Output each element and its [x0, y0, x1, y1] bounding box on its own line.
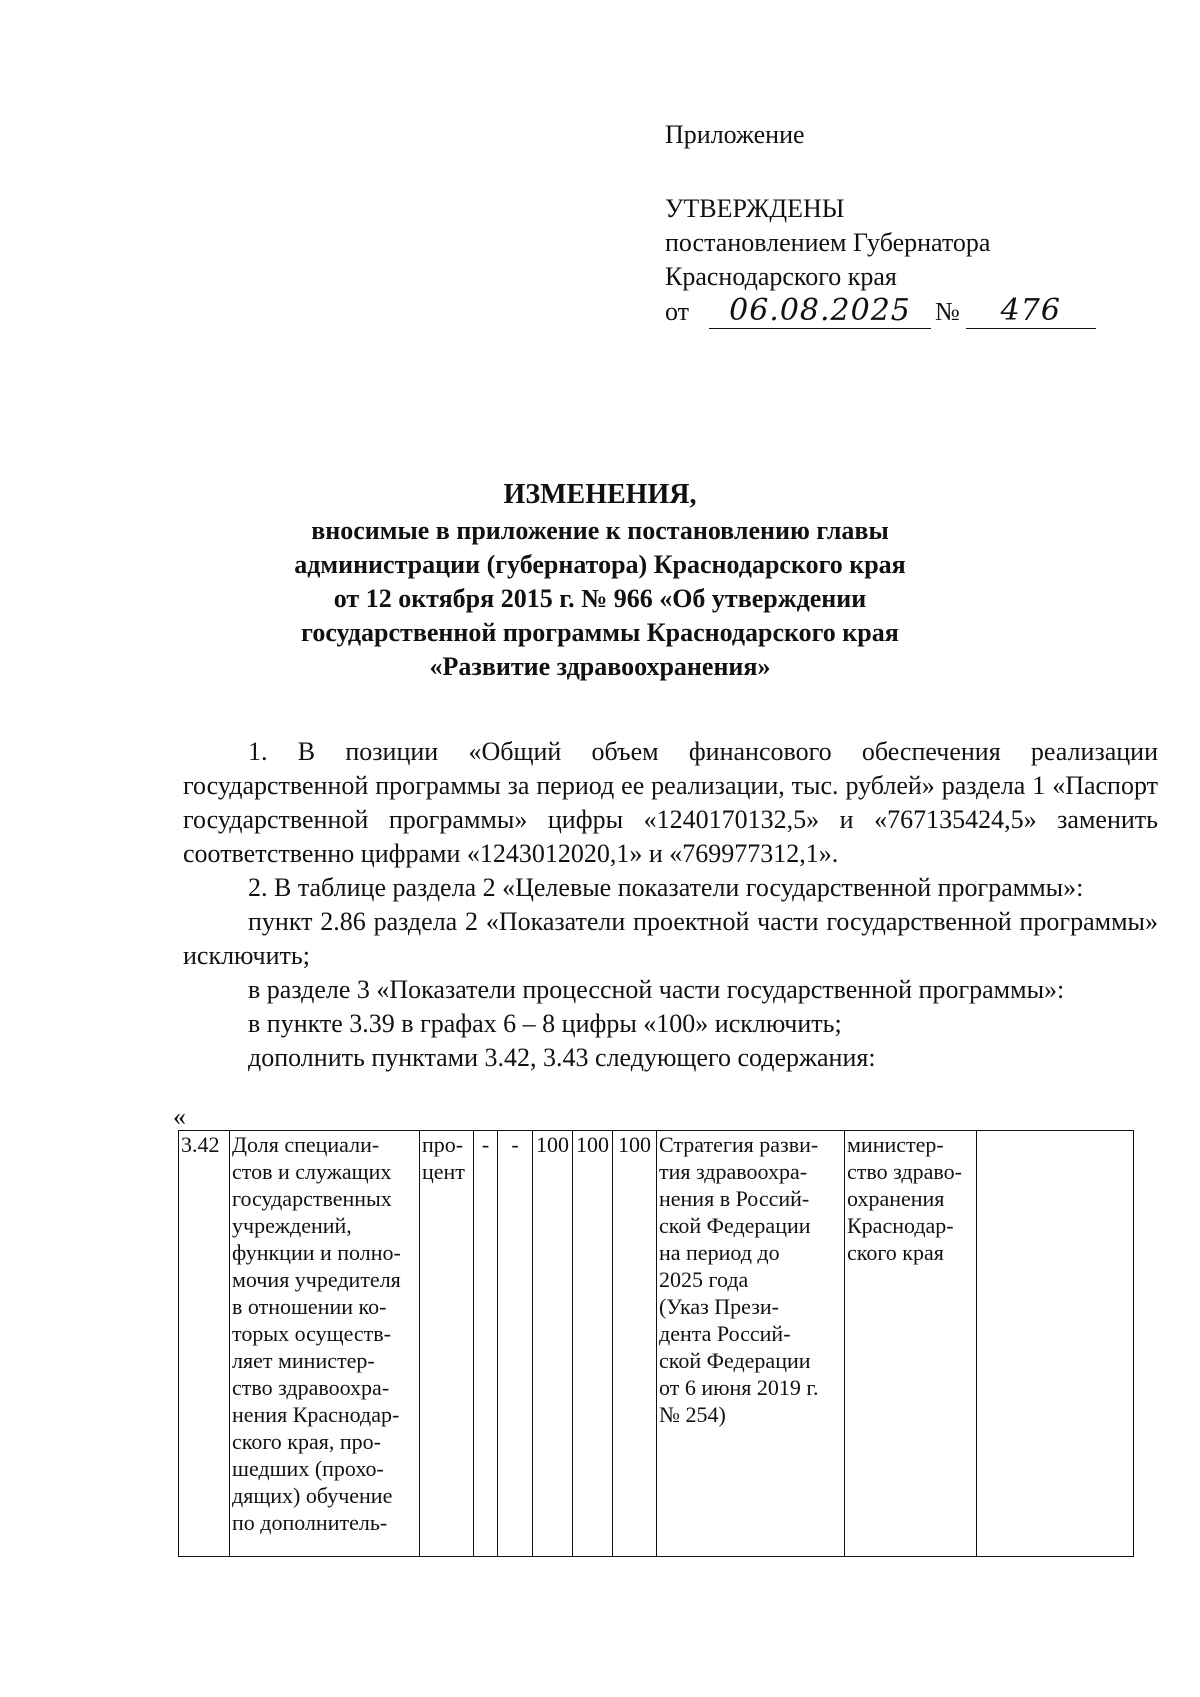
cell-extra	[977, 1131, 1134, 1557]
indicators-table	[178, 1130, 1134, 1557]
approval-block	[665, 118, 1096, 334]
handwritten-number: 476	[966, 294, 1096, 329]
title-line-2: администрации (губернатора) Краснодарского края	[294, 550, 906, 579]
from-label: от	[665, 297, 690, 326]
paragraph-2: 2. В таблице раздела 2 «Целевые показатели государственной программы»:	[248, 873, 1084, 902]
cell-value-2: -	[498, 1131, 533, 1557]
title-line-1: вносимые в приложение к постановлению главы	[311, 516, 889, 545]
paragraph-3: пункт 2.86 раздела 2 «Показатели проектной части государственной программы» исключить;	[183, 907, 1158, 970]
cell-unit: про- цент	[420, 1131, 474, 1557]
table-row	[179, 1131, 1134, 1557]
cell-value-3: 100	[533, 1131, 573, 1557]
paragraph-6: дополнить пунктами 3.42, 3.43 следующего содержания:	[248, 1043, 876, 1072]
cell-number: 3.42	[179, 1131, 230, 1557]
paragraph-1: 1. В позиции «Общий объем финансового обеспечения реализации государственной программы за период ее реализации, тыс. рублей» раздела 1 «Паспорт государственной программы» цифры «1240170132,5» и «767135424,5» заменить соответственно цифрами «1243012020,1» и «769977312,1».	[183, 737, 1158, 868]
cell-value-5: 100	[613, 1131, 657, 1557]
document-title	[180, 478, 1020, 684]
document-body	[183, 735, 1158, 1075]
cell-value-1: -	[474, 1131, 498, 1557]
title-main: ИЗМЕНЕНИЯ,	[503, 479, 697, 510]
handwritten-date: 06.08.2025	[709, 294, 931, 329]
title-line-3: от 12 октября 2015 г. № 966 «Об утверждении	[333, 584, 867, 613]
approved-by-line1: постановлением Губернатора	[665, 228, 991, 257]
title-line-5: «Развитие здравоохранения»	[429, 652, 771, 681]
opening-quote: «	[173, 1102, 186, 1131]
cell-indicator-name: Доля специали- стов и служащих государственных учреждений, функции и полно- мочия учредителя в отношении ко- торых осуществ- ляет министер- ство здравоохра- нения Краснодар- ского края, про- шедших (прохо- дящих) обучение по дополнитель-	[230, 1131, 420, 1557]
date-number-row	[665, 294, 1096, 334]
cell-responsible: министер- ство здраво- охранения Краснодар- ского края	[845, 1131, 977, 1557]
cell-value-4: 100	[573, 1131, 613, 1557]
paragraph-4: в разделе 3 «Показатели процессной части государственной программы»:	[248, 975, 1065, 1004]
annex-label: Приложение	[665, 120, 805, 149]
approved-label: УТВЕРЖДЕНЫ	[665, 194, 845, 223]
number-sign: №	[935, 297, 960, 326]
approved-by-line2: Краснодарского края	[665, 262, 897, 291]
paragraph-5: в пункте 3.39 в графах 6 – 8 цифры «100» исключить;	[248, 1009, 842, 1038]
title-line-4: государственной программы Краснодарского края	[301, 618, 899, 647]
cell-basis: Стратегия разви- тия здравоохра- нения в Россий- ской Федерации на период до 2025 года (Указ Прези- дента Россий- ской Федерации от 6 июня 2019 г. № 254)	[657, 1131, 845, 1557]
